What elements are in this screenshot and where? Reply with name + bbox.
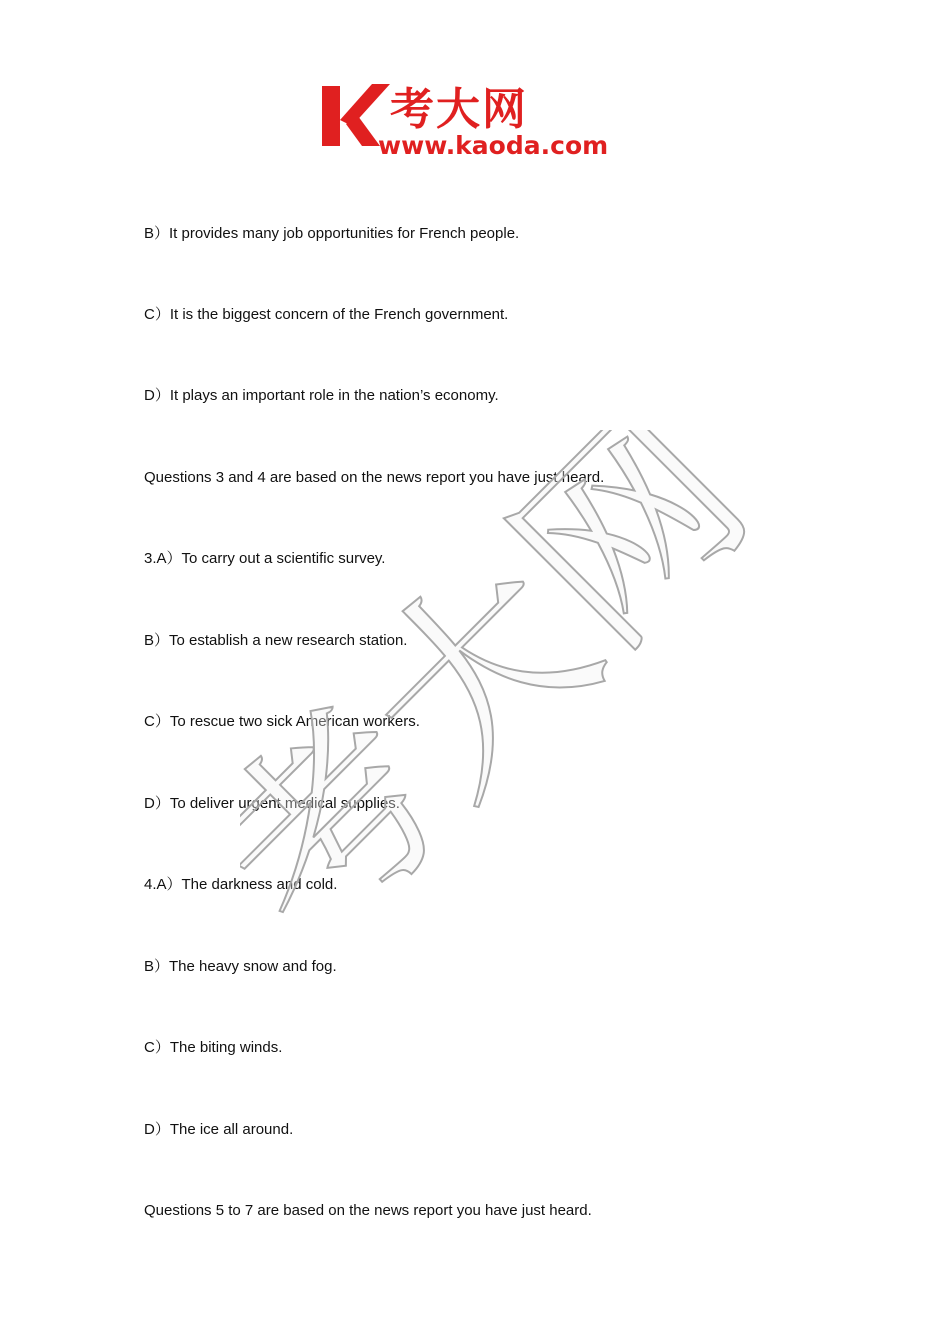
kaoda-logo bbox=[318, 72, 640, 162]
option-line: D）To deliver urgent medical supplies. bbox=[144, 795, 400, 812]
section-heading: Questions 5 to 7 are based on the news report you have just heard. bbox=[144, 1202, 592, 1219]
option-line: B）It provides many job opportunities for French people. bbox=[144, 225, 520, 242]
option-line: 4.A）The darkness and cold. bbox=[144, 876, 338, 893]
option-line: 3.A）To carry out a scientific survey. bbox=[144, 550, 386, 567]
option-line: D）The ice all around. bbox=[144, 1121, 294, 1138]
logo-chinese: 考大网 bbox=[390, 84, 528, 135]
watermark-text: 考大网 bbox=[240, 430, 750, 950]
section-heading: Questions 3 and 4 are based on the news report you have just heard. bbox=[144, 469, 605, 486]
logo-url: www.kaoda.com bbox=[378, 131, 609, 160]
option-line: C）It is the biggest concern of the French government. bbox=[144, 306, 509, 323]
option-line: C）To rescue two sick American workers. bbox=[144, 713, 420, 730]
option-line: D）It plays an important role in the nation’s economy. bbox=[144, 387, 499, 404]
watermark bbox=[240, 430, 750, 950]
option-line: B）To establish a new research station. bbox=[144, 632, 408, 649]
option-line: C）The biting winds. bbox=[144, 1039, 283, 1056]
option-line: B）The heavy snow and fog. bbox=[144, 958, 337, 975]
